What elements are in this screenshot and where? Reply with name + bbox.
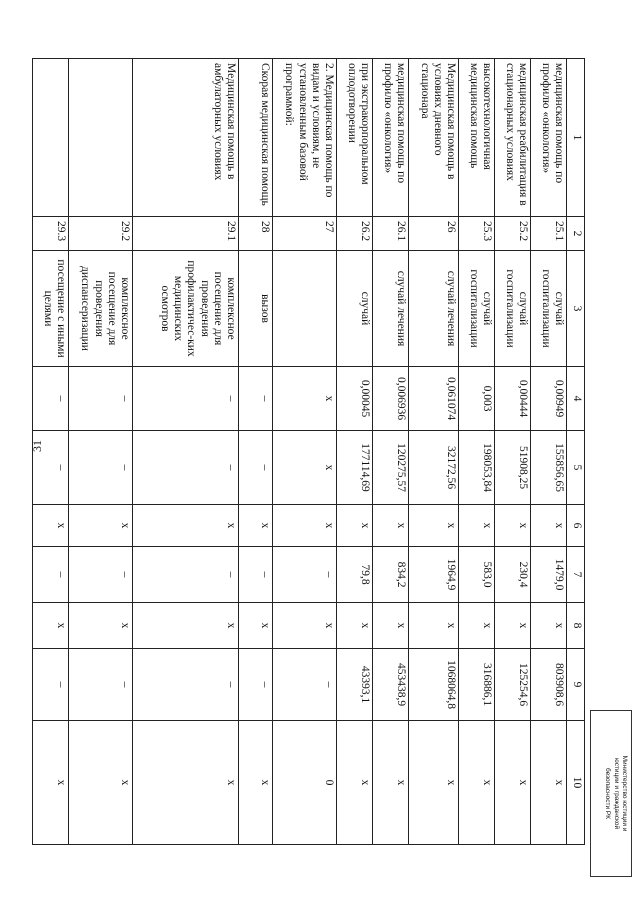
table-cell: 453438,9 (373, 649, 409, 721)
table-cell: 51908,25 (495, 431, 531, 505)
table-cell: – (33, 547, 69, 603)
table-cell: случай госпитализации (495, 251, 531, 367)
table-cell: х (133, 505, 239, 547)
table-cell: – (133, 367, 239, 431)
table-cell: – (133, 547, 239, 603)
table-cell: 125254,6 (495, 649, 531, 721)
table-cell: 1964,9 (409, 547, 459, 603)
header-row (567, 59, 585, 845)
table-cell: 26.2 (337, 217, 373, 251)
table-cell: 26 (409, 217, 459, 251)
table-cell: 198053,84 (459, 431, 495, 505)
table-cell: х (273, 603, 337, 649)
table-cell: Медицинская помощь в амбулаторных условиях (133, 59, 239, 217)
table-cell: 43393,1 (337, 649, 373, 721)
col-header: 8 (567, 603, 585, 649)
table-cell: х (33, 505, 69, 547)
table-cell: х (531, 721, 567, 845)
table-row (69, 59, 133, 845)
registration-stamp (590, 710, 632, 877)
stamp-text (591, 711, 631, 876)
table-cell: х (459, 603, 495, 649)
table-cell: х (531, 603, 567, 649)
table-cell: х (531, 505, 567, 547)
table-cell: 32172,56 (409, 431, 459, 505)
table-cell: – (133, 649, 239, 721)
table-cell: х (373, 721, 409, 845)
table-cell: х (373, 603, 409, 649)
table-cell: при экстракорпоральном оплодотворении (337, 59, 373, 217)
table-cell: – (273, 649, 337, 721)
page-number: 31 (30, 440, 44, 452)
table-cell: х (133, 603, 239, 649)
table-cell: х (69, 721, 133, 845)
table-cell: комплексное посещение для проведения диспансеризации (69, 251, 133, 367)
table-cell: медицинская помощь по профилю «онкология» (531, 59, 567, 217)
col-header: 4 (567, 367, 585, 431)
table-cell: х (33, 721, 69, 845)
table-cell: х (495, 721, 531, 845)
table-cell: случай (337, 251, 373, 367)
table-cell: – (133, 431, 239, 505)
table-cell: – (239, 367, 273, 431)
table-cell: случай госпитализации (531, 251, 567, 367)
table-cell: 0,00444 (495, 367, 531, 431)
table-cell: вызов (239, 251, 273, 367)
table-cell: 120275,57 (373, 431, 409, 505)
table-cell: 26.1 (373, 217, 409, 251)
table-cell: 2. Медицинская помощь по видам и условиям, не установленным базовой программой: (273, 59, 337, 217)
table-cell: х (409, 603, 459, 649)
table-cell (69, 59, 133, 217)
table-cell: х (373, 505, 409, 547)
table-cell: случай лечения (373, 251, 409, 367)
table-cell: случай госпитализации (459, 251, 495, 367)
table-cell: Скорая медицинская помощь (239, 59, 273, 217)
table-cell (33, 59, 69, 217)
table-cell: 0,00949 (531, 367, 567, 431)
table-row (495, 59, 531, 845)
table-cell: х (273, 431, 337, 505)
table-cell: высокотехнологичная медицинская помощь (459, 59, 495, 217)
table-cell: 230,4 (495, 547, 531, 603)
table-row (337, 59, 373, 845)
table-cell: х (409, 721, 459, 845)
table-cell: 25.1 (531, 217, 567, 251)
table-cell: – (239, 649, 273, 721)
table-cell: х (69, 603, 133, 649)
table-cell: х (239, 505, 273, 547)
table-cell: посещение с иными целями (33, 251, 69, 367)
table-cell: х (409, 505, 459, 547)
stamp-line: безопасности РК (604, 767, 612, 820)
table-row (459, 59, 495, 845)
table-cell: 0 (273, 721, 337, 845)
table-cell: 28 (239, 217, 273, 251)
table-cell: 1068064,8 (409, 649, 459, 721)
table-cell: 29.2 (69, 217, 133, 251)
table-cell: – (239, 431, 273, 505)
table-cell: 27 (273, 217, 337, 251)
table-cell: – (69, 547, 133, 603)
col-header: 9 (567, 649, 585, 721)
table-cell: 316886,1 (459, 649, 495, 721)
table-cell: 79,8 (337, 547, 373, 603)
col-header: 2 (567, 217, 585, 251)
table-cell: х (133, 721, 239, 845)
table-cell: 0,003 (459, 367, 495, 431)
table-cell: х (459, 505, 495, 547)
table-cell: х (239, 603, 273, 649)
table-cell: х (337, 721, 373, 845)
col-header: 10 (567, 721, 585, 845)
col-header: 1 (567, 59, 585, 217)
table-cell: х (495, 505, 531, 547)
table-cell: 0,006936 (373, 367, 409, 431)
table-cell: медицинская реабилитация в стационарных условиях (495, 59, 531, 217)
table-cell: – (69, 431, 133, 505)
table-cell: х (495, 603, 531, 649)
table-cell: Медицинская помощь в условиях дневного стационара (409, 59, 459, 217)
table-cell: 803908,6 (531, 649, 567, 721)
col-header: 3 (567, 251, 585, 367)
table-row (273, 59, 337, 845)
col-header: 5 (567, 431, 585, 505)
table-row (409, 59, 459, 845)
table-cell: – (33, 367, 69, 431)
table-cell: медицинская помощь по профилю «онкология» (373, 59, 409, 217)
table-cell: 0,00045 (337, 367, 373, 431)
table-cell: комплексное посещение для проведения профилактичес-ких медицинских осмотров (133, 251, 239, 367)
table-cell: – (33, 649, 69, 721)
table-cell: 25.3 (459, 217, 495, 251)
table-cell: 0,061074 (409, 367, 459, 431)
table-cell: – (69, 649, 133, 721)
table-cell: 834,2 (373, 547, 409, 603)
table-cell: – (33, 431, 69, 505)
table-cell: х (337, 603, 373, 649)
table-cell: случай лечения (409, 251, 459, 367)
table-row (33, 59, 69, 845)
table-cell: – (273, 547, 337, 603)
table-cell: 583,0 (459, 547, 495, 603)
table-cell: 155856,65 (531, 431, 567, 505)
table-cell: 25.2 (495, 217, 531, 251)
table-cell: х (69, 505, 133, 547)
table-row (373, 59, 409, 845)
stamp-line: юстиции и гражданской (612, 757, 620, 830)
table-cell: 29.3 (33, 217, 69, 251)
table-cell: х (337, 505, 373, 547)
col-header: 6 (567, 505, 585, 547)
table-row (133, 59, 239, 845)
stamp-line: Министерство юстиции и (621, 755, 628, 832)
table-cell: х (239, 721, 273, 845)
table-cell: – (239, 547, 273, 603)
col-header: 7 (567, 547, 585, 603)
table-container (41, 58, 585, 844)
table-cell: – (69, 367, 133, 431)
table-cell (273, 251, 337, 367)
data-table (32, 58, 585, 845)
table-cell: 177114,69 (337, 431, 373, 505)
table-cell: 29.1 (133, 217, 239, 251)
table-cell: х (273, 505, 337, 547)
table-cell: х (33, 603, 69, 649)
table-row (531, 59, 567, 845)
table-cell: 1479,0 (531, 547, 567, 603)
table-row (239, 59, 273, 845)
table-cell: х (273, 367, 337, 431)
table-cell: х (459, 721, 495, 845)
